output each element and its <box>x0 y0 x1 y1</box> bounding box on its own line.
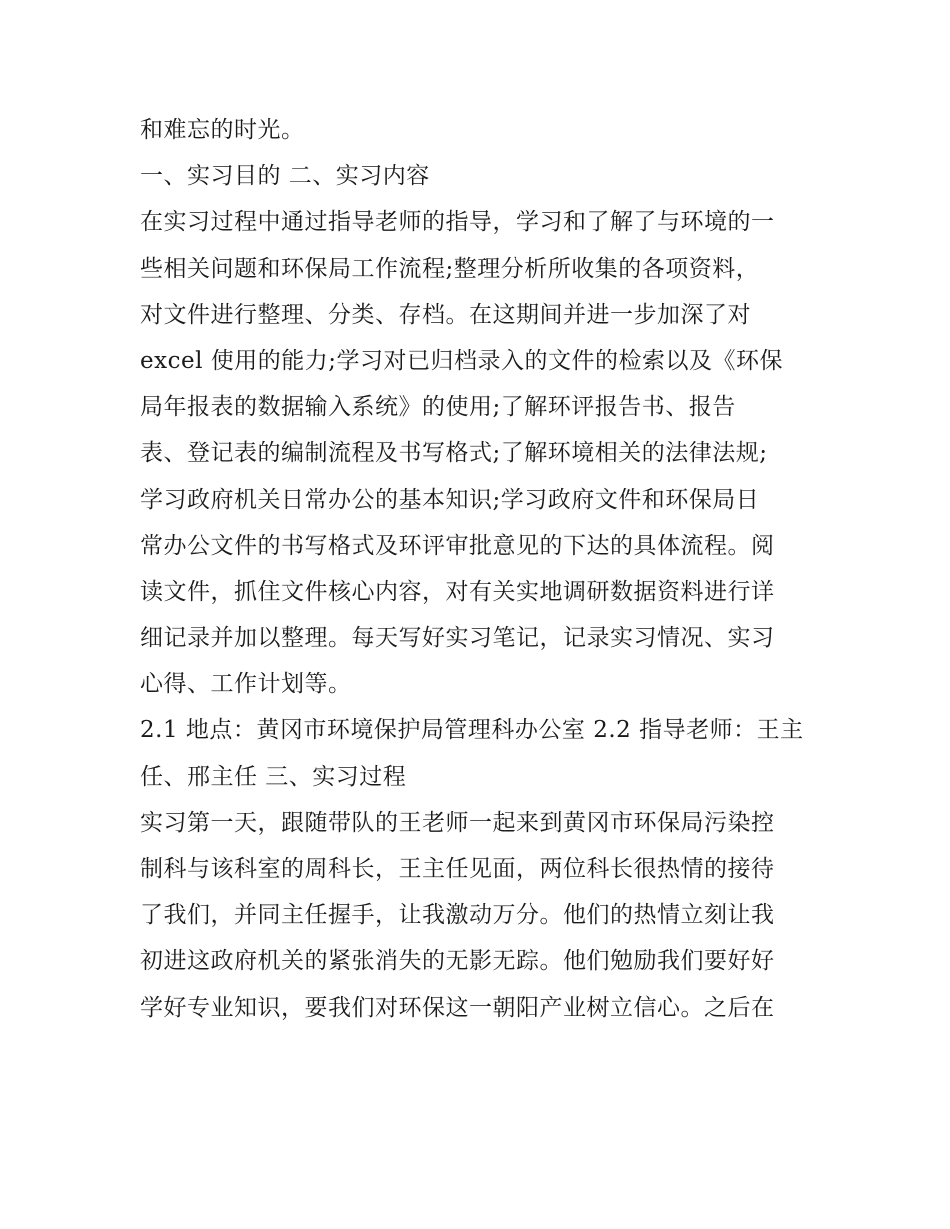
text-line: 细记录并加以整理。每天写好实习笔记，记录实习情况、实习 <box>140 625 775 652</box>
section-heading-line: 任、邢主任 三、实习过程 <box>140 763 407 790</box>
text-line: 局年报表的数据输入系统》的使用;了解环评报告书、报告 <box>140 394 736 421</box>
text-line: 读文件，抓住文件核心内容，对有关实地调研数据资料进行详 <box>140 578 775 605</box>
section-heading-line: 一、实习目的 二、实习内容 <box>140 163 430 190</box>
text-line: 制科与该科室的周科长，王主任见面，两位科长很热情的接待 <box>140 856 775 882</box>
text-line: 2.1 地点：黄冈市环境保护局管理科办公室 2.2 指导老师：王主 <box>140 717 804 744</box>
text-line: 和难忘的时光。 <box>140 117 305 143</box>
text-line: 学好专业知识，要我们对环保这一朝阳产业树立信心。之后在 <box>140 994 775 1021</box>
text-line: 些相关问题和环保局工作流程;整理分析所收集的各项资料， <box>140 255 760 282</box>
text-line: excel 使用的能力;学习对已归档录入的文件的检索以及《环保 <box>140 347 783 374</box>
text-line: 常办公文件的书写格式及环评审批意见的下达的具体流程。阅 <box>140 532 775 559</box>
text-line: 对文件进行整理、分类、存档。在这期间并进一步加深了对 <box>140 301 751 328</box>
text-line: 初进这政府机关的紧张消失的无影无踪。他们勉励我们要好好 <box>140 948 775 975</box>
text-line: 实习第一天，跟随带队的王老师一起来到黄冈市环保局污染控 <box>140 809 775 836</box>
text-line: 心得、工作计划等。 <box>140 671 352 698</box>
text-line: 表、登记表的编制流程及书写格式;了解环境相关的法律法规; <box>140 440 768 467</box>
document-body <box>140 107 815 1031</box>
text-line: 了我们，并同主任握手，让我激动万分。他们的热情立刻让我 <box>140 902 775 929</box>
text-line: 在实习过程中通过指导老师的指导，学习和了解了与环境的一 <box>140 209 775 236</box>
text-line: 学习政府机关日常办公的基本知识;学习政府文件和环保局日 <box>140 486 760 513</box>
